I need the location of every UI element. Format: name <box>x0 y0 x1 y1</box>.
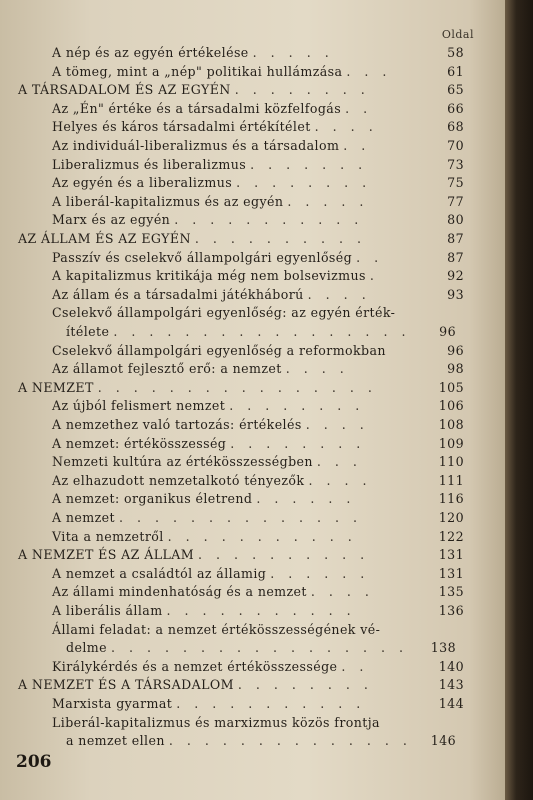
toc-title: Az államot fejlesztő erő: a nemzet <box>52 361 282 377</box>
toc-page-ref: 136 <box>438 603 464 618</box>
toc-title: Az „Én" értéke és a társadalmi közfelfogás <box>52 100 342 116</box>
toc-page-ref: 144 <box>438 696 464 711</box>
toc-page-ref: 73 <box>447 156 464 172</box>
toc-page-ref: 106 <box>438 398 464 414</box>
toc-title: A liberális állam <box>52 603 163 618</box>
toc-title: Helyes és káros társadalmi értékítélet <box>52 119 311 135</box>
toc-leader-dots: . . . . <box>308 472 372 488</box>
toc-leader-dots: . . . . . . . . . . . . . . . . . <box>113 324 411 339</box>
toc-page-ref: 80 <box>447 212 464 228</box>
toc-leader-dots: . . . . . . . . . . . . . . <box>118 510 363 525</box>
toc-page-ref: 110 <box>438 454 464 470</box>
toc-title: Marx és az egyén <box>52 212 171 228</box>
toc-title: Vita a nemzetről <box>52 528 164 544</box>
toc-entry <box>52 397 464 414</box>
toc-leader-dots: . . . . . . . . . . . <box>166 603 356 618</box>
toc-entry <box>52 118 464 135</box>
toc-page-ref: 77 <box>447 193 464 209</box>
toc-page-ref: 108 <box>438 417 464 432</box>
toc-leader-dots: . . . . . . . . . . . <box>174 212 364 228</box>
toc-page-ref: 111 <box>438 472 464 488</box>
toc-leader-dots: . . . . . <box>287 193 369 209</box>
toc-title: Nemzeti kultúra az értékösszességben <box>52 454 313 470</box>
toc-entry <box>52 137 464 154</box>
toc-title: Cselekvő állampolgári egyenlőség a reformokban <box>52 342 386 358</box>
toc-entry <box>52 602 464 619</box>
toc-entry <box>52 435 464 452</box>
toc-entry <box>52 286 464 303</box>
toc-title: A nép és az egyén értékelése <box>52 45 249 60</box>
toc-entry <box>52 267 464 284</box>
toc-leader-dots: . . . . . . . . <box>236 175 372 191</box>
toc-title: Az állam és a társadalmi játékháború <box>52 286 304 302</box>
toc-leader-dots: . . . . . . . . . . . <box>167 528 357 544</box>
toc-title: Marxista gyarmat <box>52 696 173 711</box>
toc-title: A kapitalizmus kritikája még nem bolsevizmus <box>52 268 366 284</box>
toc-page-ref: 66 <box>447 100 464 116</box>
toc-page-ref: 93 <box>447 286 464 302</box>
toc-page-ref: 96 <box>447 342 464 358</box>
toc-entry <box>52 565 464 582</box>
toc-title: Az egyén és a liberalizmus <box>52 175 233 191</box>
toc-page-ref: 135 <box>438 584 464 600</box>
toc-page-ref: 146 <box>430 733 456 749</box>
toc-title: A tömeg, mint a „nép" politikai hullámzása <box>52 63 343 79</box>
toc-leader-dots: . . . <box>316 454 362 470</box>
toc-page-ref: 58 <box>447 45 464 60</box>
toc-title: Királykérdés és a nemzet értékösszessége <box>52 658 338 674</box>
toc-entry <box>52 416 464 433</box>
toc-entry <box>52 100 464 117</box>
toc-page-ref: 120 <box>438 510 464 525</box>
toc-chapter <box>18 676 464 693</box>
toc-leader-dots: . . . . . . . . <box>237 677 373 693</box>
toc-entry <box>52 44 464 61</box>
toc-entry <box>52 211 464 228</box>
toc-title: A TÁRSADALOM ÉS AZ EGYÉN <box>18 82 231 98</box>
toc-page-ref: 75 <box>447 175 464 191</box>
toc-entry <box>52 174 464 191</box>
toc-page-ref: 131 <box>438 547 464 563</box>
toc-page-ref: 122 <box>438 528 464 544</box>
toc-chapter <box>18 379 464 396</box>
toc-page-ref: 70 <box>447 138 464 153</box>
toc-leader-dots: . . . . <box>310 584 374 600</box>
toc-chapter <box>18 81 464 98</box>
toc-leader-dots: . . . . <box>314 119 378 135</box>
toc-entry <box>52 490 464 507</box>
toc-entry <box>66 639 456 656</box>
toc-leader-dots: . . . . . . <box>256 491 356 507</box>
toc-page-ref: 131 <box>438 565 464 581</box>
toc-page-ref: 61 <box>447 63 464 79</box>
toc-leader-dots: . . . . . . . . <box>234 82 370 98</box>
toc-leader-dots: . . . . . . . . . . . . . . <box>168 733 412 749</box>
toc-leader-dots: . . <box>341 658 369 674</box>
toc-title: Az individuál-liberalizmus és a társadalom <box>52 138 340 153</box>
toc-page-ref: 116 <box>438 491 464 507</box>
toc-title: Az elhazudott nemzetalkotó tényezők <box>52 472 305 488</box>
toc-entry <box>66 323 456 340</box>
toc-title: A nemzethez való tartozás: értékelés <box>52 417 302 432</box>
toc-entry <box>52 249 464 266</box>
toc-title: Passzív és cselekvő állampolgári egyenlőség <box>52 249 353 265</box>
toc-page-ref: 87 <box>447 249 464 265</box>
toc-leader-dots: . . . . . . . . . . . . . . . . <box>97 379 377 395</box>
toc-chapter <box>18 546 464 563</box>
toc-entry <box>52 453 464 470</box>
toc-page-ref: 87 <box>447 231 464 246</box>
toc-title: Cselekvő állampolgári egyenlőség: az egyén érték- <box>52 305 396 321</box>
toc-entry <box>52 695 464 712</box>
toc-title: a nemzet ellen <box>66 733 165 749</box>
toc-leader-dots: . . . . . . . . . . . <box>176 696 366 711</box>
toc-entry <box>52 360 464 377</box>
toc-entry <box>52 193 464 210</box>
toc-title: A nemzet: organikus életrend <box>52 491 253 507</box>
toc-leader-dots: . . <box>356 249 384 265</box>
toc-title: Állami feladat: a nemzet értékösszességének vé- <box>52 621 381 637</box>
toc-entry <box>52 304 456 321</box>
toc-entry <box>52 621 456 638</box>
toc-leader-dots: . . . . . . . . . . <box>194 231 366 246</box>
toc-title: A nemzet a családtól az államig <box>52 565 267 581</box>
toc-page-ref: 65 <box>447 82 464 98</box>
book-spine <box>505 0 533 800</box>
toc-entry <box>52 583 464 600</box>
toc-entry <box>52 342 464 359</box>
toc-title: delme <box>66 640 107 656</box>
toc-title: Az állami mindenhatóság és a nemzet <box>52 584 307 600</box>
toc-leader-dots: . . . . . . . . . . <box>198 547 370 563</box>
toc-entry <box>52 509 464 526</box>
toc-title: A NEMZET ÉS AZ ÁLLAM <box>18 547 195 563</box>
toc-title: ítélete <box>66 324 110 339</box>
toc-entry <box>66 732 456 749</box>
toc-leader-dots: . . . . . <box>252 45 334 60</box>
toc-leader-dots: . . <box>345 100 373 116</box>
toc-leader-dots: . . . . <box>285 361 349 377</box>
toc-page-ref: 140 <box>438 658 464 674</box>
page-column-header: Oldal <box>441 28 474 41</box>
toc-leader-dots: . . . . <box>307 286 371 302</box>
toc-leader-dots: . <box>369 268 379 284</box>
toc-page-ref: 105 <box>438 379 464 395</box>
toc-title: A NEMZET ÉS A TÁRSADALOM <box>18 677 234 693</box>
toc-entry <box>52 156 464 173</box>
toc-leader-dots: . . <box>343 138 371 153</box>
toc-title: AZ ÁLLAM ÉS AZ EGYÉN <box>18 231 191 246</box>
toc-leader-dots: . . . <box>346 63 392 79</box>
toc-page-ref: 68 <box>447 119 464 135</box>
toc-title: A nemzet: értékösszesség <box>52 435 227 451</box>
toc-page-ref: 138 <box>430 640 456 656</box>
toc-title: Liberalizmus és liberalizmus <box>52 156 247 172</box>
toc-title: A NEMZET <box>18 379 94 395</box>
toc-entry <box>52 63 464 80</box>
toc-title: A nemzet <box>52 510 115 525</box>
toc-entry <box>52 714 456 731</box>
page-number: 206 <box>16 752 52 772</box>
toc-leader-dots: . . . . . . . . <box>229 398 365 414</box>
toc-entry <box>52 472 464 489</box>
toc-leader-dots: . . . . . . . <box>250 156 368 172</box>
toc-title: Az újból felismert nemzet <box>52 398 226 414</box>
toc-leader-dots: . . . . <box>305 417 369 432</box>
toc-page-ref: 92 <box>447 268 464 284</box>
toc-page-ref: 96 <box>439 324 456 339</box>
toc-page-ref: 143 <box>438 677 464 693</box>
toc-leader-dots: . . . . . . <box>270 565 370 581</box>
toc-page-ref: 109 <box>438 435 464 451</box>
toc-page-ref: 98 <box>447 361 464 377</box>
toc-chapter <box>18 230 464 247</box>
toc-leader-dots: . . . . . . . . . . . . . . . . . <box>110 640 409 656</box>
toc-entry <box>52 528 464 545</box>
toc-title: A liberál-kapitalizmus és az egyén <box>52 193 284 209</box>
toc-title: Liberál-kapitalizmus és marxizmus közös frontja <box>52 714 380 730</box>
toc-entry <box>52 658 464 675</box>
toc-leader-dots: . . . . . . . . <box>230 435 366 451</box>
